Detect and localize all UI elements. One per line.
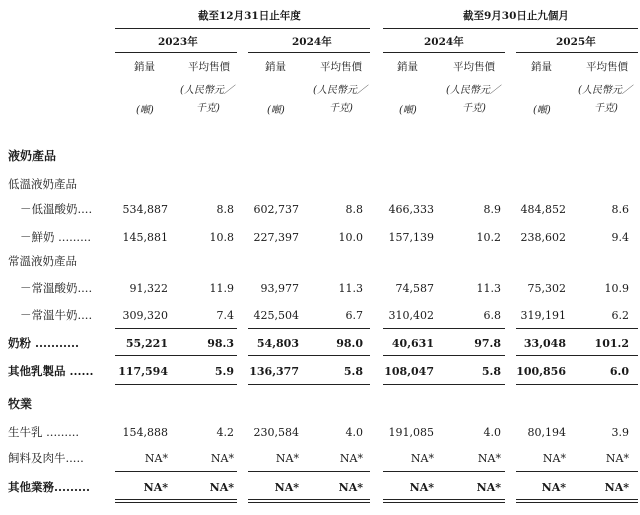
cell: 7.4: [216, 309, 234, 322]
cell: NA*: [210, 452, 234, 465]
cell: 33,048: [523, 337, 566, 350]
cell: 10.8: [209, 231, 234, 244]
total-double-rule-4: [516, 499, 638, 503]
row-label: 其他業務.........: [8, 480, 91, 494]
cell: 6.2: [611, 309, 629, 322]
cell: 425,504: [253, 309, 299, 322]
col-volume-3: 銷量: [397, 61, 418, 73]
unit-price-4a: (人民幣元／: [578, 85, 632, 96]
row-label: －鮮奶 .........: [20, 230, 92, 244]
cell: 93,977: [260, 282, 299, 295]
col-price-1: 平均售價: [188, 61, 230, 73]
subtotal-line-3: [383, 328, 505, 329]
cell: 55,221: [125, 337, 168, 350]
cell: 8.8: [216, 203, 234, 216]
cell: 466,333: [388, 203, 434, 216]
cell: NA*: [209, 481, 234, 494]
cell: 5.8: [343, 365, 363, 378]
cell: 9.4: [611, 231, 629, 244]
cell: NA*: [338, 481, 363, 494]
rule-before-other-3: [383, 471, 505, 472]
cell: 117,594: [118, 365, 168, 378]
period-underline-nine-months: [383, 28, 638, 29]
row-label: 奶粉 ...........: [8, 336, 80, 350]
cell: 6.8: [483, 309, 501, 322]
cell: 4.0: [345, 426, 363, 439]
cell: 75,302: [527, 282, 566, 295]
total-double-rule-3: [383, 499, 505, 503]
col-price-2: 平均售價: [320, 61, 362, 73]
cell: 98.0: [336, 337, 363, 350]
cell: 101.2: [594, 337, 629, 350]
cell: 108,047: [384, 365, 434, 378]
row-label: 生牛乳 .........: [8, 425, 80, 439]
cell: 6.7: [345, 309, 363, 322]
year-header-3: 2024年: [424, 36, 464, 48]
cell: 11.9: [209, 282, 234, 295]
row-label: －低溫酸奶....: [20, 202, 93, 216]
row-label: 其他乳製品 ......: [8, 364, 94, 378]
cell: NA*: [144, 452, 168, 465]
rule-after-dairy-2: [248, 384, 370, 385]
cell: 534,887: [122, 203, 168, 216]
subtotal-line-2: [248, 328, 370, 329]
year-underline-3: [383, 52, 505, 53]
section-ranching: 牧業: [8, 397, 33, 411]
cell: NA*: [339, 452, 363, 465]
rule-before-other-4: [516, 471, 638, 472]
subtotal-line-1: [115, 328, 237, 329]
cell: 11.3: [476, 282, 501, 295]
year-header-4: 2025年: [556, 36, 596, 48]
section-liquid-milk: 液奶產品: [8, 149, 57, 163]
cell: NA*: [143, 481, 168, 494]
cell: 8.8: [345, 203, 363, 216]
cell: 238,602: [520, 231, 566, 244]
unit-price-1b: 千克): [196, 103, 220, 114]
rule-after-powder-1: [115, 355, 237, 356]
cell: 4.0: [483, 426, 501, 439]
cell: 40,631: [391, 337, 434, 350]
year-header-2: 2024年: [292, 36, 332, 48]
unit-price-4b: 千克): [594, 103, 618, 114]
rule-after-dairy-3: [383, 384, 505, 385]
cell: 191,085: [388, 426, 434, 439]
col-volume-2: 銷量: [265, 61, 286, 73]
cell: NA*: [409, 481, 434, 494]
cell: NA*: [477, 452, 501, 465]
rule-before-other-2: [248, 471, 370, 472]
col-price-3: 平均售價: [453, 61, 495, 73]
unit-volume-1: (噸): [136, 105, 154, 116]
cell: NA*: [541, 481, 566, 494]
total-double-rule-1: [115, 499, 237, 503]
section-ambient: 常溫液奶產品: [8, 254, 77, 268]
row-label: －常溫牛奶....: [20, 308, 93, 322]
col-volume-4: 銷量: [531, 61, 552, 73]
cell: 6.0: [609, 365, 629, 378]
cell: NA*: [275, 452, 299, 465]
period-header-annual: 截至12月31日止年度: [198, 10, 301, 22]
cell: 8.9: [483, 203, 501, 216]
year-underline-4: [516, 52, 638, 53]
unit-price-1a: (人民幣元／: [180, 85, 234, 96]
cell: 8.6: [611, 203, 629, 216]
cell: 10.9: [604, 282, 629, 295]
cell: 5.8: [481, 365, 501, 378]
rule-before-other-1: [115, 471, 237, 472]
unit-price-2b: 千克): [329, 103, 353, 114]
cell: NA*: [410, 452, 434, 465]
unit-volume-2: (噸): [267, 105, 285, 116]
period-header-nine-months: 截至9月30日止九個月: [463, 10, 569, 22]
rule-after-powder-2: [248, 355, 370, 356]
cell: 97.8: [474, 337, 501, 350]
cell: 136,377: [249, 365, 299, 378]
cell: 5.9: [214, 365, 234, 378]
subtotal-line-4: [516, 328, 638, 329]
cell: 3.9: [611, 426, 629, 439]
row-label: 飼料及肉牛.....: [8, 451, 84, 465]
cell: 157,139: [388, 231, 434, 244]
cell: 4.2: [216, 426, 234, 439]
year-underline-1: [115, 52, 237, 53]
cell: 54,803: [256, 337, 299, 350]
cell: 10.2: [476, 231, 501, 244]
period-underline-annual: [115, 28, 370, 29]
cell: 309,320: [122, 309, 168, 322]
cell: 227,397: [253, 231, 299, 244]
cell: 11.3: [338, 282, 363, 295]
cell: 484,852: [520, 203, 566, 216]
cell: 319,191: [520, 309, 566, 322]
cell: 80,194: [527, 426, 566, 439]
total-double-rule-2: [248, 499, 370, 503]
cell: 74,587: [395, 282, 434, 295]
cell: 602,737: [253, 203, 299, 216]
unit-price-3a: (人民幣元／: [446, 85, 500, 96]
year-underline-2: [248, 52, 370, 53]
cell: 91,322: [129, 282, 168, 295]
cell: 145,881: [122, 231, 168, 244]
cell: NA*: [476, 481, 501, 494]
cell: 98.3: [207, 337, 234, 350]
rule-after-powder-3: [383, 355, 505, 356]
unit-volume-3: (噸): [399, 105, 417, 116]
unit-price-3b: 千克): [462, 103, 486, 114]
cell: 10.0: [338, 231, 363, 244]
rule-after-powder-4: [516, 355, 638, 356]
unit-volume-4: (噸): [533, 105, 551, 116]
rule-after-dairy-1: [115, 384, 237, 385]
cell: 230,584: [253, 426, 299, 439]
row-label: －常溫酸奶....: [20, 281, 93, 295]
cell: 310,402: [388, 309, 434, 322]
cell: NA*: [542, 452, 566, 465]
cell: 100,856: [516, 365, 566, 378]
cell: NA*: [605, 452, 629, 465]
section-low-temp: 低溫液奶產品: [8, 177, 77, 191]
rule-after-dairy-4: [516, 384, 638, 385]
cell: NA*: [604, 481, 629, 494]
unit-price-2a: (人民幣元／: [313, 85, 367, 96]
year-header-1: 2023年: [158, 36, 198, 48]
cell: 154,888: [122, 426, 168, 439]
col-price-4: 平均售價: [586, 61, 628, 73]
cell: NA*: [274, 481, 299, 494]
col-volume-1: 銷量: [134, 61, 155, 73]
